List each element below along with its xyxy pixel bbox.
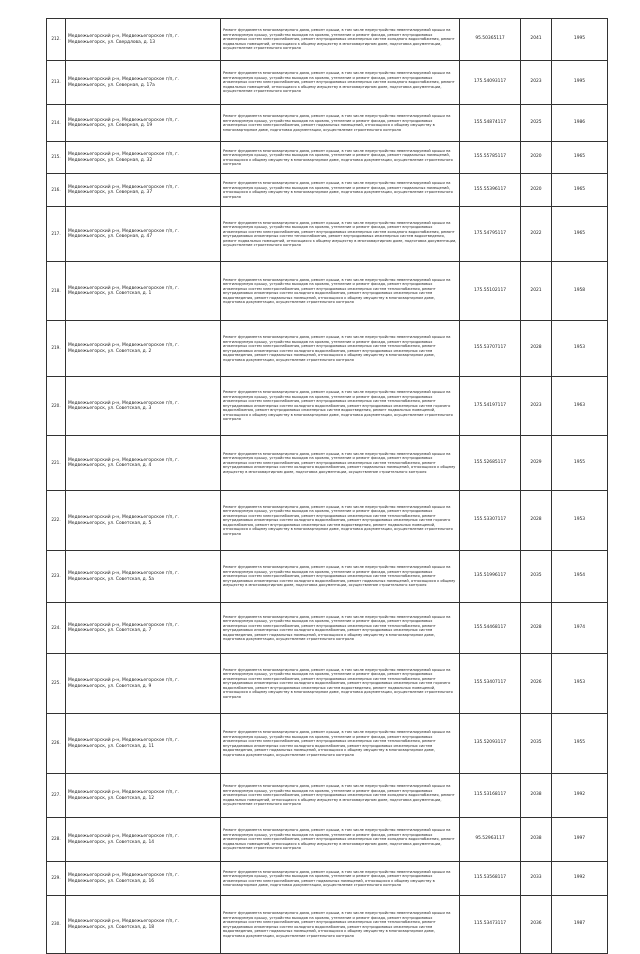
- works-cell: Ремонт фундамента многоквартирного дома, ремонт крыши, в том числе переустройство невентилируемой крыши на вентилируемую крышу, устройство выходов на кровлю, утепление и ремонт фасада, ремонт внутридомовых инженерных систем электроснабжения, ремонт внутридомовых инженерных систем теплоснабжения, ремонт внутридомовых инженерных систем холодного водоснабжения, ремонт внутридомовых инженерных систем водоотведения, ремонт подвальных помещений, относящихся к общему имуществу в многоквартирном доме, подготовка документации, осуществление строительного контроля: [221, 321, 460, 377]
- repair-year-cell: 2036: [521, 896, 552, 954]
- id-cell: 135.51996117: [460, 551, 521, 603]
- id-cell: 95.52963117: [460, 818, 521, 862]
- built-year-cell: 1958: [552, 262, 608, 321]
- table-row: [47, 603, 608, 654]
- table-row: [47, 862, 608, 896]
- address-cell: Медвежьегорский р-н, Медвежьегорское г/п, г. Медвежьегорск, ул. Северная, д. 47: [66, 207, 221, 262]
- works-cell: Ремонт фундамента многоквартирного дома, ремонт крыши, в том числе переустройство невентилируемой крыши на вентилируемую крышу, устройство выходов на кровлю, утепление и ремонт фасада, ремонт внутридомовых инженерных систем электроснабжения, ремонт внутридомовых инженерных систем холодного водоснабжения, ремонт подвальных помещений, относящихся к общему имуществу в многоквартирном доме, подготовка документации, осуществление строительного контроля: [221, 19, 460, 61]
- row-number: 221.: [47, 436, 66, 491]
- row-number: 223.: [47, 551, 66, 603]
- table-row: [47, 262, 608, 321]
- row-number: 226.: [47, 714, 66, 774]
- row-number: 213.: [47, 61, 66, 105]
- works-cell: Ремонт фундамента многоквартирного дома, ремонт крыши, в том числе переустройство невентилируемой крыши на вентилируемую крышу, устройство выходов на кровлю, утепление и ремонт фасада, ремонт внутридомовых инженерных систем электроснабжения, ремонт подвальных помещений, относящихся к общему имуществу в многоквартирном доме, подготовка документации, осуществление строительного контроля: [221, 105, 460, 142]
- address-cell: Медвежьегорский р-н, Медвежьегорское г/п, г. Медвежьегорск, ул. Советская, д. 2: [66, 321, 221, 377]
- built-year-cell: 1955: [552, 714, 608, 774]
- address-cell: Медвежьегорский р-н, Медвежьегорское г/п, г. Медвежьегорск, ул. Северная, д. 37: [66, 174, 221, 207]
- built-year-cell: 1987: [552, 896, 608, 954]
- capital-repair-table: [46, 18, 608, 954]
- works-cell: Ремонт фундамента многоквартирного дома, ремонт крыши, в том числе переустройство невентилируемой крыши на вентилируемую крышу, устройство выходов на кровлю, утепление и ремонт фасада, ремонт внутридомовых инженерных систем электроснабжения, ремонт внутридомовых инженерных систем теплоснабжения, ремонт внутридомовых инженерных систем холодного водоснабжения, ремонт подвальных помещений, относящихся к общему имуществу в многоквартирном доме, подготовка документации, осуществление строительного контроля: [221, 551, 460, 603]
- row-number: 228.: [47, 818, 66, 862]
- table-row: [47, 551, 608, 603]
- address-cell: Медвежьегорский р-н, Медвежьегорское г/п, г. Медвежьегорск, ул. Советская, д. 14: [66, 818, 221, 862]
- address-cell: Медвежьегорский р-н, Медвежьегорское г/п, г. Медвежьегорск, ул. Советская, д. 9: [66, 654, 221, 714]
- address-cell: Медвежьегорский р-н, Медвежьегорское г/п, г. Медвежьегорск, ул. Советская, д. 7: [66, 603, 221, 654]
- works-cell: Ремонт фундамента многоквартирного дома, ремонт крыши, в том числе переустройство невентилируемой крыши на вентилируемую крышу, устройство выходов на кровлю, утепление и ремонт фасада, ремонт подвальных помещений, относящихся к общему имуществу в многоквартирном доме, подготовка документации, осуществление строительного контроля: [221, 174, 460, 207]
- built-year-cell: 1953: [552, 654, 608, 714]
- built-year-cell: 1965: [552, 142, 608, 174]
- id-cell: 115.53568117: [460, 862, 521, 896]
- repair-year-cell: 2029: [521, 436, 552, 491]
- row-number: 218.: [47, 262, 66, 321]
- row-number: 230.: [47, 896, 66, 954]
- table-row: [47, 207, 608, 262]
- address-cell: Медвежьегорский р-н, Медвежьегорское г/п, г. Медвежьегорск, ул. Советская, д. 16: [66, 862, 221, 896]
- row-number: 225.: [47, 654, 66, 714]
- row-number: 216.: [47, 174, 66, 207]
- works-cell: Ремонт фундамента многоквартирного дома, ремонт крыши, в том числе переустройство невентилируемой крыши на вентилируемую крышу, устройство выходов на кровлю, утепление и ремонт фасада, ремонт внутридомовых инженерных систем электроснабжения, ремонт внутридомовых инженерных систем теплоснабжения, ремонт внутридомовых инженерных систем холодного водоснабжения, ремонт внутридомовых инженерных систем горячего водоснабжения, ремонт внутридомовых инженерных систем водоотведения, ремонт подвальных помещений, относящихся к общему имуществу в многоквартирном доме, подготовка документации, осуществление строительного контроля: [221, 491, 460, 551]
- built-year-cell: 1965: [552, 174, 608, 207]
- built-year-cell: 1986: [552, 105, 608, 142]
- repair-year-cell: 2028: [521, 321, 552, 377]
- document-page: [46, 18, 608, 954]
- row-number: 220.: [47, 377, 66, 436]
- table-row: [47, 714, 608, 774]
- works-cell: Ремонт фундамента многоквартирного дома, ремонт крыши, в том числе переустройство невентилируемой крыши на вентилируемую крышу, устройство выходов на кровлю, утепление и ремонт фасада, ремонт внутридомовых инженерных систем электроснабжения, ремонт внутридомовых инженерных систем теплоснабжения, ремонт внутридомовых инженерных систем холодного водоснабжения, ремонт внутридомовых инженерных систем горячего водоснабжения, ремонт внутридомовых инженерных систем водоотведения, ремонт подвальных помещений, относящихся к общему имуществу в многоквартирном доме, подготовка документации, осуществление строительного контроля: [221, 654, 460, 714]
- built-year-cell: 1974: [552, 603, 608, 654]
- built-year-cell: 1995: [552, 19, 608, 61]
- row-number: 214.: [47, 105, 66, 142]
- address-cell: Медвежьегорский р-н, Медвежьегорское г/п, г. Медвежьегорск, ул. Советская, д. 5: [66, 491, 221, 551]
- repair-year-cell: 2025: [521, 105, 552, 142]
- id-cell: 175.54795117: [460, 207, 521, 262]
- address-cell: Медвежьегорский р-н, Медвежьегорское г/п, г. Медвежьегорск, ул. Советская, д. 11: [66, 714, 221, 774]
- id-cell: 115.53473117: [460, 896, 521, 954]
- row-number: 212.: [47, 19, 66, 61]
- works-cell: Ремонт фундамента многоквартирного дома, ремонт крыши, в том числе переустройство невентилируемой крыши на вентилируемую крышу, устройство выходов на кровлю, утепление и ремонт фасада, ремонт внутридомовых инженерных систем электроснабжения, ремонт подвальных помещений, относящихся к общему имуществу в многоквартирном доме, подготовка документации, осуществление строительного контроля: [221, 862, 460, 896]
- works-cell: Ремонт фундамента многоквартирного дома, ремонт крыши, в том числе переустройство невентилируемой крыши на вентилируемую крышу, устройство выходов на кровлю, утепление и ремонт фасада, ремонт внутридомовых инженерных систем электроснабжения, ремонт внутридомовых инженерных систем холодного водоснабжения, ремонт подвальных помещений, относящихся к общему имуществу в многоквартирном доме, подготовка документации, осуществление строительного контроля: [221, 818, 460, 862]
- works-cell: Ремонт фундамента многоквартирного дома, ремонт крыши, в том числе переустройство невентилируемой крыши на вентилируемую крышу, устройство выходов на кровлю, утепление и ремонт фасада, ремонт внутридомовых инженерных систем электроснабжения, ремонт внутридомовых инженерных систем теплоснабжения, ремонт внутридомовых инженерных систем холодного водоснабжения, ремонт внутридомовых инженерных систем горячего водоснабжения, ремонт внутридомовых инженерных систем водоотведения, ремонт подвальных помещений, относящихся к общему имуществу в многоквартирном доме, подготовка документации, осуществление строительного контроля: [221, 377, 460, 436]
- table-row: [47, 896, 608, 954]
- works-cell: Ремонт фундамента многоквартирного дома, ремонт крыши, в том числе переустройство невентилируемой крыши на вентилируемую крышу, устройство выходов на кровлю, утепление и ремонт фасада, ремонт внутридомовых инженерных систем электроснабжения, ремонт внутридомовых инженерных систем теплоснабжения, ремонт внутридомовых инженерных систем холодного водоснабжения, ремонт внутридомовых инженерных систем водоотведения, ремонт подвальных помещений, относящихся к общему имуществу в многоквартирном доме, подготовка документации, осуществление строительного контроля: [221, 714, 460, 774]
- table-body: [47, 19, 608, 954]
- id-cell: 155.55785117: [460, 142, 521, 174]
- repair-year-cell: 2022: [521, 207, 552, 262]
- row-number: 229.: [47, 862, 66, 896]
- works-cell: Ремонт фундамента многоквартирного дома, ремонт крыши, в том числе переустройство невентилируемой крыши на вентилируемую крышу, устройство выходов на кровлю, утепление и ремонт фасада, ремонт внутридомовых инженерных систем электроснабжения, ремонт внутридомовых инженерных систем теплоснабжения, ремонт внутридомовых инженерных систем холодного водоснабжения, ремонт внутридомовых инженерных систем водоотведения, ремонт подвальных помещений, относящихся к общему имуществу в многоквартирном доме, подготовка документации, осуществление строительного контроля: [221, 896, 460, 954]
- repair-year-cell: 2020: [521, 142, 552, 174]
- address-cell: Медвежьегорский р-н, Медвежьегорское г/п, г. Медвежьегорск, ул. Северная, д. 19: [66, 105, 221, 142]
- address-cell: Медвежьегорский р-н, Медвежьегорское г/п, г. Медвежьегорск, ул. Советская, д. 5а: [66, 551, 221, 603]
- built-year-cell: 1953: [552, 491, 608, 551]
- repair-year-cell: 2041: [521, 19, 552, 61]
- table-row: [47, 105, 608, 142]
- repair-year-cell: 2038: [521, 774, 552, 818]
- built-year-cell: 1954: [552, 551, 608, 603]
- id-cell: 155.55396117: [460, 174, 521, 207]
- address-cell: Медвежьегорский р-н, Медвежьегорское г/п, г. Медвежьегорск, ул. Советская, д. 4: [66, 436, 221, 491]
- address-cell: Медвежьегорский р-н, Медвежьегорское г/п, г. Медвежьегорск, ул. Советская, д. 12: [66, 774, 221, 818]
- works-cell: Ремонт фундамента многоквартирного дома, ремонт крыши, в том числе переустройство невентилируемой крыши на вентилируемую крышу, устройство выходов на кровлю, утепление и ремонт фасада, ремонт внутридомовых инженерных систем электроснабжения, ремонт внутридомовых инженерных систем теплоснабжения, ремонт внутридомовых инженерных систем холодного водоснабжения, ремонт подвальных помещений, относящихся к общему имуществу в многоквартирном доме, подготовка документации, осуществление строительного контроля: [221, 436, 460, 491]
- built-year-cell: 1997: [552, 818, 608, 862]
- works-cell: Ремонт фундамента многоквартирного дома, ремонт крыши, в том числе переустройство невентилируемой крыши на вентилируемую крышу, устройство выходов на кровлю, утепление и ремонт фасада, ремонт внутридомовых инженерных систем электроснабжения, ремонт внутридомовых инженерных систем холодного водоснабжения, ремонт подвальных помещений, относящихся к общему имуществу в многоквартирном доме, подготовка документации, осуществление строительного контроля: [221, 774, 460, 818]
- built-year-cell: 1995: [552, 61, 608, 105]
- id-cell: 175.54093117: [460, 61, 521, 105]
- repair-year-cell: 2035: [521, 551, 552, 603]
- id-cell: 155.54468117: [460, 603, 521, 654]
- repair-year-cell: 2023: [521, 61, 552, 105]
- repair-year-cell: 2033: [521, 862, 552, 896]
- id-cell: 135.52093117: [460, 714, 521, 774]
- row-number: 222.: [47, 491, 66, 551]
- repair-year-cell: 2038: [521, 818, 552, 862]
- table-row: [47, 174, 608, 207]
- repair-year-cell: 2028: [521, 603, 552, 654]
- built-year-cell: 1953: [552, 321, 608, 377]
- row-number: 227.: [47, 774, 66, 818]
- repair-year-cell: 2035: [521, 714, 552, 774]
- id-cell: 115.53168117: [460, 774, 521, 818]
- repair-year-cell: 2021: [521, 262, 552, 321]
- id-cell: 155.52685117: [460, 436, 521, 491]
- table-row: [47, 818, 608, 862]
- id-cell: 155.53307117: [460, 491, 521, 551]
- id-cell: 175.54197117: [460, 377, 521, 436]
- address-cell: Медвежьегорский р-н, Медвежьегорское г/п, г. Медвежьегорск, ул. Советская, д. 1: [66, 262, 221, 321]
- table-row: [47, 774, 608, 818]
- address-cell: Медвежьегорский р-н, Медвежьегорское г/п, г. Медвежьегорск, ул. Северная, д. 32: [66, 142, 221, 174]
- repair-year-cell: 2026: [521, 654, 552, 714]
- address-cell: Медвежьегорский р-н, Медвежьегорское г/п, г. Медвежьегорск, ул. Свердлова, д. 13: [66, 19, 221, 61]
- built-year-cell: 1992: [552, 774, 608, 818]
- table-row: [47, 654, 608, 714]
- works-cell: Ремонт фундамента многоквартирного дома, ремонт крыши, в том числе переустройство невентилируемой крыши на вентилируемую крышу, устройство выходов на кровлю, утепление и ремонт фасада, ремонт внутридомовых инженерных систем электроснабжения, ремонт внутридомовых инженерных систем теплоснабжения, ремонт внутридомовых инженерных систем холодного водоснабжения, ремонт внутридомовых инженерных систем водоотведения, ремонт подвальных помещений, относящихся к общему имуществу в многоквартирном доме, подготовка документации, осуществление строительного контроля: [221, 262, 460, 321]
- repair-year-cell: 2020: [521, 174, 552, 207]
- table-row: [47, 377, 608, 436]
- built-year-cell: 1963: [552, 377, 608, 436]
- address-cell: Медвежьегорский р-н, Медвежьегорское г/п, г. Медвежьегорск, ул. Советская, д. 3: [66, 377, 221, 436]
- works-cell: Ремонт фундамента многоквартирного дома, ремонт крыши, в том числе переустройство невентилируемой крыши на вентилируемую крышу, устройство выходов на кровлю, утепление и ремонт фасада, ремонт внутридомовых инженерных систем электроснабжения, ремонт внутридомовых инженерных систем теплоснабжения, ремонт внутридомовых инженерных систем холодного водоснабжения, ремонт внутридомовых инженерных систем водоотведения, ремонт подвальных помещений, относящихся к общему имуществу в многоквартирном доме, подготовка документации, осуществление строительного контроля: [221, 603, 460, 654]
- works-cell: Ремонт фундамента многоквартирного дома, ремонт крыши, в том числе переустройство невентилируемой крыши на вентилируемую крышу, устройство выходов на кровлю, утепление и ремонт фасада, ремонт подвальных помещений, относящихся к общему имуществу в многоквартирном доме, подготовка документации, осуществление строительного контроля: [221, 142, 460, 174]
- built-year-cell: 1955: [552, 436, 608, 491]
- table-row: [47, 436, 608, 491]
- table-row: [47, 61, 608, 105]
- address-cell: Медвежьегорский р-н, Медвежьегорское г/п, г. Медвежьегорск, ул. Советская, д. 18: [66, 896, 221, 954]
- row-number: 215.: [47, 142, 66, 174]
- table-row: [47, 321, 608, 377]
- row-number: 224.: [47, 603, 66, 654]
- id-cell: 95.50365117: [460, 19, 521, 61]
- works-cell: Ремонт фундамента многоквартирного дома, ремонт крыши, в том числе переустройство невентилируемой крыши на вентилируемую крышу, устройство выходов на кровлю, утепление и ремонт фасада, ремонт внутридомовых инженерных систем электроснабжения, ремонт внутридомовых инженерных систем холодного водоснабжения, ремонт внутридомовых инженерных систем теплоснабжения, ремонт внутридомовых инженерных систем водоотведения, ремонт подвальных помещений, относящихся к общему имуществу в многоквартирном доме, подготовка документации, осуществление строительного контроля: [221, 207, 460, 262]
- id-cell: 175.55102117: [460, 262, 521, 321]
- table-row: [47, 19, 608, 61]
- repair-year-cell: 2023: [521, 377, 552, 436]
- table-row: [47, 142, 608, 174]
- built-year-cell: 1965: [552, 207, 608, 262]
- built-year-cell: 1992: [552, 862, 608, 896]
- address-cell: Медвежьегорский р-н, Медвежьегорское г/п, г. Медвежьегорск, ул. Северная, д. 17а: [66, 61, 221, 105]
- works-cell: Ремонт фундамента многоквартирного дома, ремонт крыши, в том числе переустройство невентилируемой крыши на вентилируемую крышу, устройство выходов на кровлю, утепление и ремонт фасада, ремонт внутридомовых инженерных систем электроснабжения, ремонт внутридомовых инженерных систем холодного водоснабжения, ремонт подвальных помещений, относящихся к общему имуществу в многоквартирном доме, подготовка документации, осуществление строительного контроля: [221, 61, 460, 105]
- repair-year-cell: 2028: [521, 491, 552, 551]
- id-cell: 155.54874117: [460, 105, 521, 142]
- id-cell: 155.53407117: [460, 654, 521, 714]
- table-row: [47, 491, 608, 551]
- row-number: 219.: [47, 321, 66, 377]
- id-cell: 155.53707117: [460, 321, 521, 377]
- row-number: 217.: [47, 207, 66, 262]
